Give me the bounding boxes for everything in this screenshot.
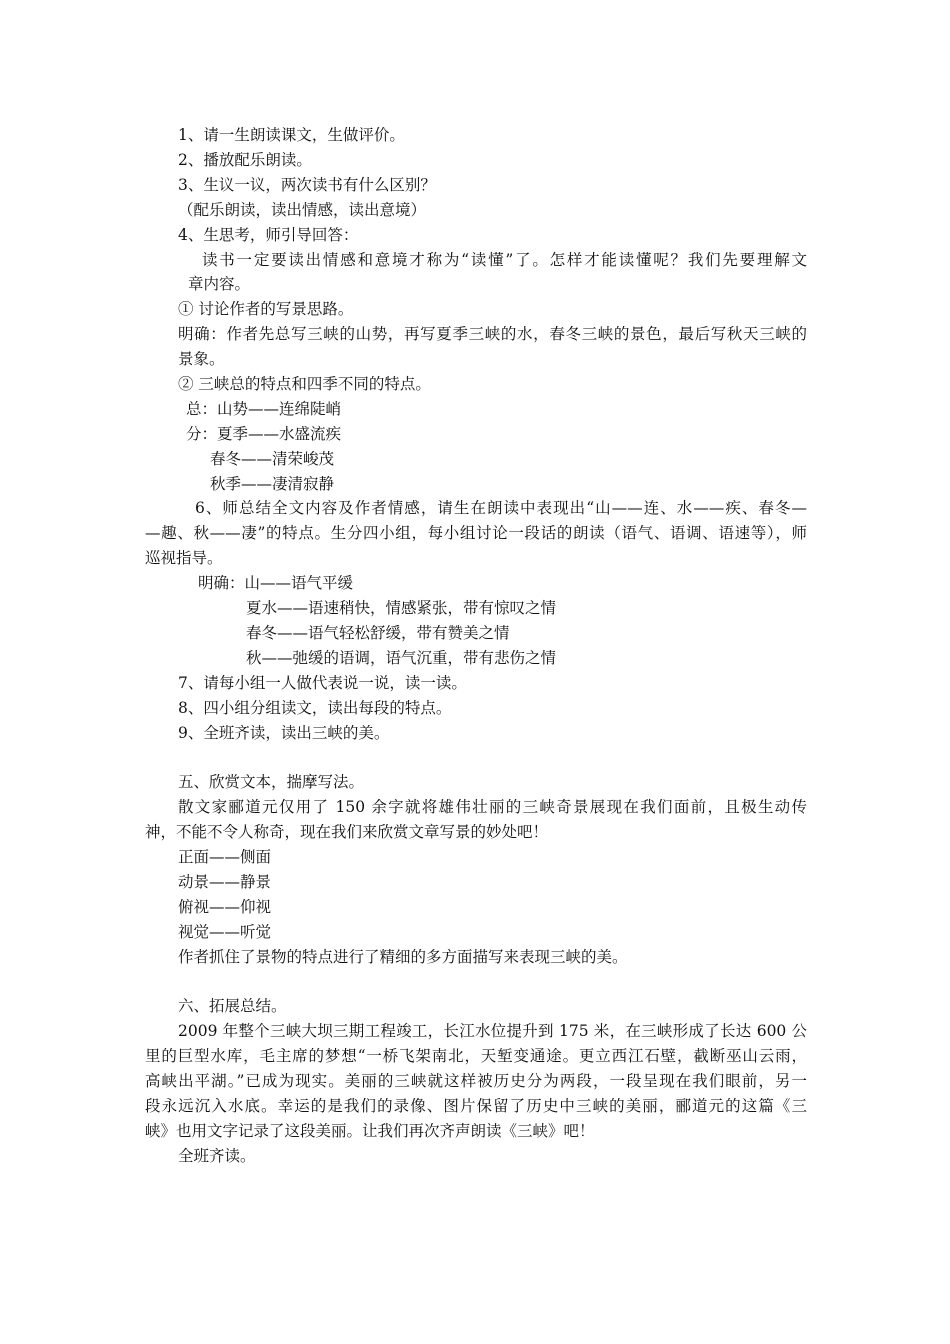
summary-part: 分：夏季——水盛流疾	[186, 425, 342, 443]
section-5-conclusion: 作者抓住了景物的特点进行了精细的多方面描写来表现三峡的美。	[178, 948, 628, 966]
intro-paragraph-line-2: 章内容。	[188, 275, 251, 293]
point-2: ② 三峡总的特点和四季不同的特点。	[178, 375, 431, 393]
step-2: 2、播放配乐朗读。	[178, 151, 312, 169]
contrast-pair-4: 视觉——听觉	[178, 923, 272, 941]
section-6-paragraph-line-5: 峡》也用文字记录了这段美丽。让我们再次齐声朗读《三峡》吧！	[145, 1122, 595, 1140]
section-6-paragraph-line-1: 2009 年整个三峡大坝三期工程竣工，长江水位提升到 175 米，在三峡形成了长达 600 公	[178, 1022, 807, 1040]
step-8: 8、四小组分组读文，读出每段的特点。	[178, 699, 452, 717]
summary-total: 总：山势——连绵陡峭	[186, 400, 342, 418]
section-6-heading: 六、拓展总结。	[178, 997, 287, 1015]
clarify-2-summer: 夏水——语速稍快，情感紧张，带有惊叹之情	[246, 599, 557, 617]
contrast-pair-1: 正面——侧面	[178, 848, 272, 866]
contrast-pair-2: 动景——静景	[178, 873, 272, 891]
section-6-paragraph-line-3: 高峡出平湖。”已成为现实。美丽的三峡就这样被历史分为两段，一段呈现在我们眼前，另一	[145, 1072, 807, 1090]
intro-paragraph-line-1: 读书一定要读出情感和意境才称为“读懂”了。怎样才能读懂呢？我们先要理解文	[202, 251, 807, 269]
section-6-paragraph-line-4: 段永远沉入水底。幸运的是我们的录像、图片保留了历史中三峡的美丽，郦道元的这篇《三	[145, 1097, 807, 1115]
section-5-paragraph-line-2: 神，不能不令人称奇，现在我们来欣赏文章写景的妙处吧！	[145, 823, 549, 841]
step-3-answer: （配乐朗读，读出情感，读出意境）	[178, 201, 427, 219]
step-6-line-2: —趣、秋——凄”的特点。生分四小组，每小组讨论一段话的朗读（语气、语调、语速等），师	[145, 524, 807, 542]
step-6-line-1: 6、师总结全文内容及作者情感，请生在朗读中表现出“山——连、水——疾、春冬—	[195, 499, 807, 517]
summary-spring: 春冬——清荣峻茂	[210, 450, 335, 468]
step-9: 9、全班齐读，读出三峡的美。	[178, 724, 390, 742]
section-5-heading: 五、欣赏文本，揣摩写法。	[178, 773, 365, 791]
summary-autumn: 秋季——凄清寂静	[210, 475, 335, 493]
section-6-paragraph-line-2: 里的巨型水库，毛主席的梦想“一桥飞架南北，天堑变通途。更立西江石壁，截断巫山云雨，	[145, 1047, 807, 1065]
clarify-2-mountain: 明确：山——语气平缓	[198, 574, 354, 592]
step-3: 3、生议一议，两次读书有什么区别？	[178, 176, 436, 194]
clarify-1-line-2: 景象。	[178, 350, 225, 368]
step-7: 7、请每小组一人做代表说一说，读一读。	[178, 674, 467, 692]
section-6-closing: 全班齐读。	[178, 1147, 256, 1165]
clarify-2-spring: 春冬——语气轻松舒缓，带有赞美之情	[246, 624, 510, 642]
step-1: 1、请一生朗读课文，生做评价。	[178, 126, 405, 144]
point-1: ① 讨论作者的写景思路。	[178, 300, 354, 318]
contrast-pair-3: 俯视——仰视	[178, 898, 272, 916]
section-5-paragraph-line-1: 散文家郦道元仅用了 150 余字就将雄伟壮丽的三峡奇景展现在我们面前，且极生动传	[178, 798, 807, 816]
clarify-2-autumn: 秋——弛缓的语调，语气沉重，带有悲伤之情	[246, 649, 557, 667]
clarify-1-line-1: 明确：作者先总写三峡的山势，再写夏季三峡的水，春冬三峡的景色，最后写秋天三峡的	[178, 325, 807, 343]
step-4: 4、生思考，师引导回答：	[178, 226, 359, 244]
step-6-line-3: 巡视指导。	[145, 549, 223, 567]
